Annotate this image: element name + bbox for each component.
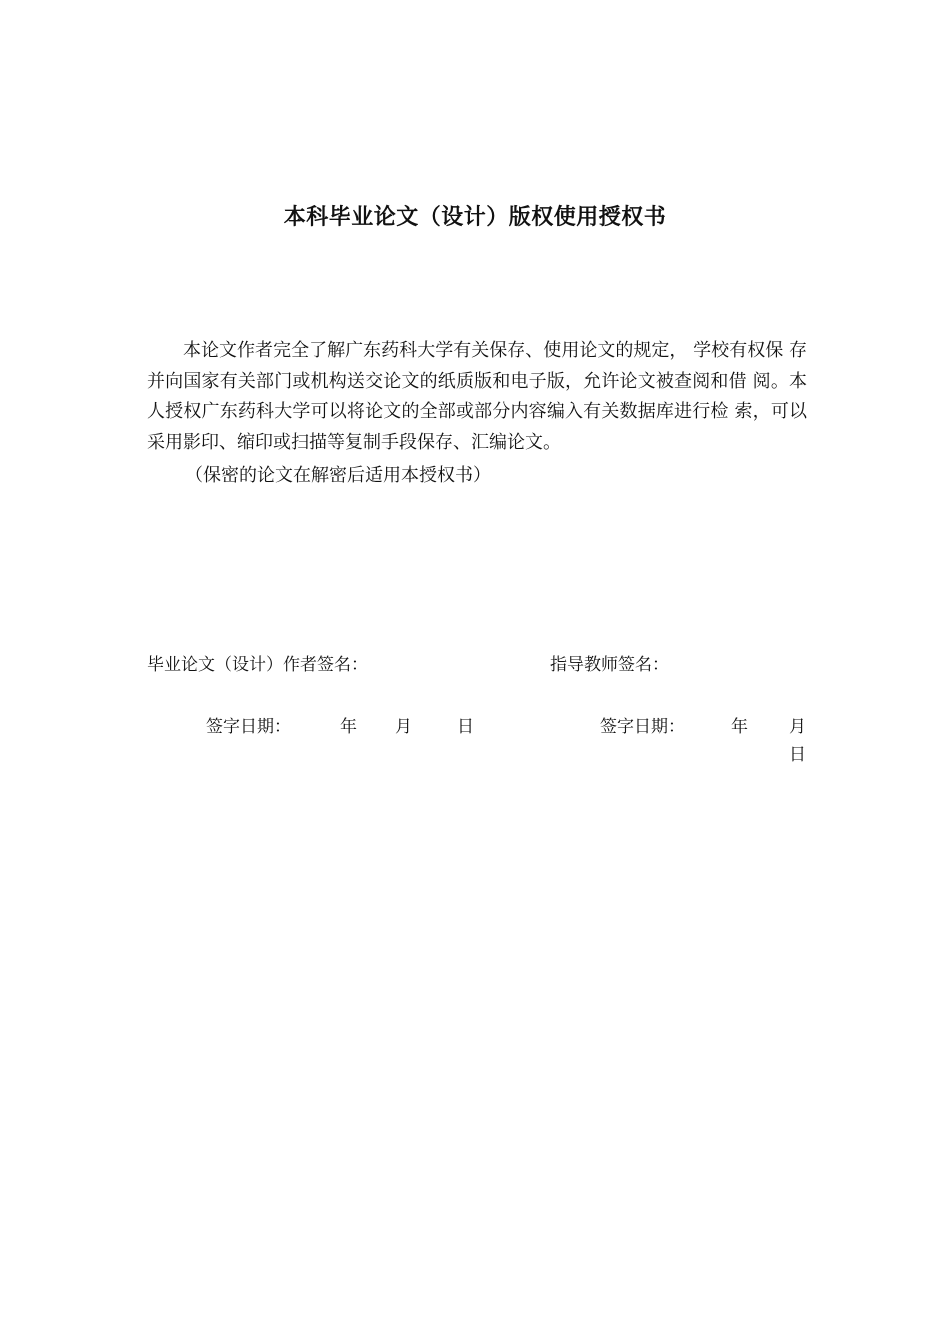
authorization-paragraph: 本论文作者完全了解广东药科大学有关保存、使用论文的规定， 学校有权保 存并向国家有关部门或机构送交论文的纸质版和电子版，允许论文被查阅和借 阅。本人授权广东药科大学可以将论文的全部或部分内容编入有关数据库进行检 索，可以采用影印、缩印或扫描等复制手段保存、汇编论文。: [147, 340, 807, 453]
advisor-date-month: 月: [789, 717, 806, 737]
authorization-body: [147, 336, 807, 492]
advisor-date-label: 签字日期：: [600, 717, 685, 737]
author-date-label: 签字日期：: [206, 717, 291, 737]
author-date-month: 月: [395, 717, 412, 737]
author-signature-label: 毕业论文（设计）作者签名：: [147, 655, 368, 675]
advisor-date-day: 日: [789, 745, 806, 765]
author-date-day: 日: [457, 717, 474, 737]
confidential-note: （保密的论文在解密后适用本授权书）: [185, 465, 491, 486]
advisor-signature-label: 指导教师签名：: [550, 655, 669, 675]
document-title: 本科毕业论文（设计）版权使用授权书: [283, 205, 667, 230]
author-date-year: 年: [340, 717, 357, 737]
advisor-date-year: 年: [731, 717, 748, 737]
